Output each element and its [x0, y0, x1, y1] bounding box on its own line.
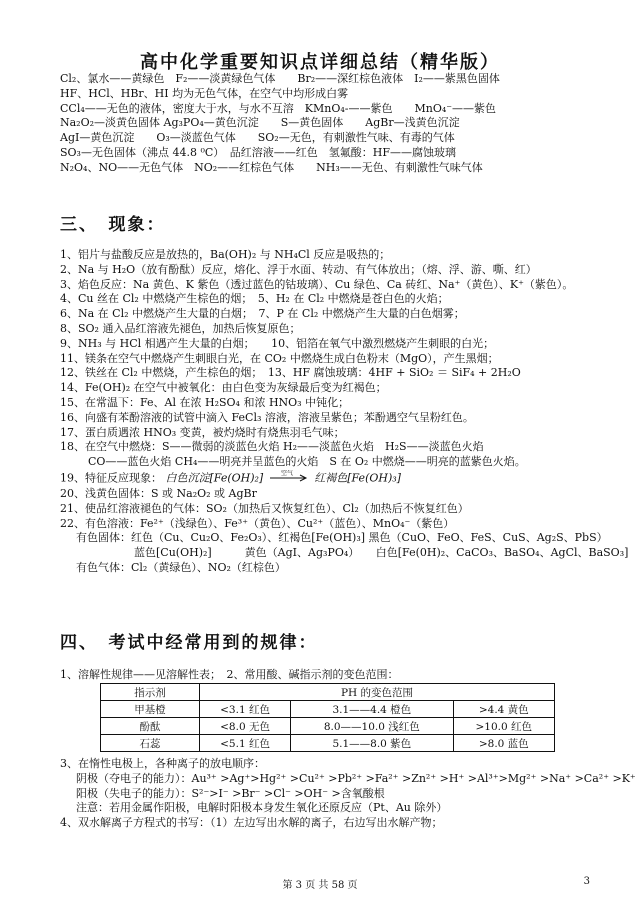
anode-order: 阳极（失电子的能力）：S²⁻>I⁻ >Br⁻ >Cl⁻ >OH⁻ >含氧酸根 [76, 786, 385, 800]
table-cell: 酚酞 [101, 718, 200, 735]
section4-heading: 四、 考试中经常用到的规律： [60, 633, 318, 653]
reaction-19-left: 白色沉淀[Fe(OH)₂] [165, 471, 264, 485]
list-item: CO——蓝色火焰 CH₄——明亮并呈蓝色的火焰 S 在 O₂ 中燃烧——明亮的蓝紫色火焰。 [88, 455, 526, 469]
colors-line: CCl₄——无色的液体，密度大于水，与水不互溶 KMnO₄-——紫色 MnO₄⁻——紫色 [60, 101, 497, 115]
list-item: 18、在空气中燃烧：S——微弱的淡蓝色火焰 H₂——淡蓝色火焰 H₂S——淡蓝色火焰 [60, 440, 484, 454]
table-cell: 甲基橙 [101, 701, 200, 718]
list-item: 1、溶解性规律——见溶解性表； 2、常用酸、碱指示剂的变色范围： [60, 668, 399, 681]
table-row [101, 735, 555, 752]
list-item: 3、在惰性电极上，各种离子的放电顺序： [60, 757, 265, 770]
colors-block [60, 72, 620, 176]
list-item: 12、铁丝在 Cl₂ 中燃烧，产生棕色的烟； 13、HF 腐蚀玻璃：4HF + SiO₂ ＝ SiF₄ + 2H₂O [60, 366, 521, 380]
table-header: 指示剂 [101, 684, 200, 701]
reaction-19-label: 19、特征反应现象： [60, 471, 162, 485]
page-number: 第 3 页 共 58 页 [282, 880, 358, 891]
ph-indicator-table [100, 683, 555, 752]
colors-line: AgI—黄色沉淀 O₃—淡蓝色气体 SO₂—无色，有刺激性气味、有毒的气体 [60, 131, 455, 145]
table-cell: >8.0 蓝色 [453, 735, 554, 752]
reaction-19 [60, 470, 620, 487]
table-header: PH 的变色范围 [200, 684, 555, 701]
list-item: 蓝色[Cu(OH)₂] 黄色（AgI、Ag₃PO₄） 白色[Fe(0H)₂、CaCO₃、BaSO₄、AgCl、BaSO₃] [134, 546, 629, 560]
list-item: 14、Fe(OH)₂ 在空气中被氧化：由白色变为灰绿最后变为红褐色； [60, 381, 387, 395]
list-item: 16、向盛有苯酚溶液的试管中滴入 FeCl₃ 溶液，溶液呈紫色；苯酚遇空气呈粉红色。 [60, 410, 474, 424]
list-item: 有色固体：红色（Cu、Cu₂O、Fe₂O₃）、红褐色[Fe(OH)₃] 黑色（CuO、FeO、FeS、CuS、Ag₂S、PbS） [76, 531, 608, 545]
table-row [101, 684, 555, 701]
section4-item1 [60, 668, 620, 683]
page-title: 高中化学重要知识点详细总结（精华版） [140, 52, 500, 73]
list-item: 2、Na 与 H₂O（放有酚酞）反应，熔化、浮于水面、转动、有气体放出；（熔、浮、游、嘶、红） [60, 262, 537, 276]
table-cell: >10.0 红色 [453, 718, 554, 735]
colors-line: Na₂O₂—淡黄色固体 Ag₃PO₄—黄色沉淀 S—黄色固体 AgBr—浅黄色沉淀 [60, 116, 460, 130]
list-item: 4、双水解离子方程式的书写：（1）左边写出水解的离子，右边写出水解产物； [60, 816, 443, 830]
list-item: 1、铝片与盐酸反应是放热的，Ba(OH)₂ 与 NH₄Cl 反应是吸热的； [60, 248, 391, 261]
list-item: 17、蛋白质遇浓 HNO₃ 变黄，被灼烧时有烧焦羽毛气味； [60, 425, 345, 439]
arrow-label: 空气 [280, 469, 293, 477]
table-row [101, 718, 555, 735]
table-cell: >4.4 黄色 [453, 701, 554, 718]
reaction-19-right: 红褐色[Fe(OH)₃] [314, 471, 401, 485]
page-number-right: 3 [583, 876, 590, 887]
list-item: 11、镁条在空气中燃烧产生刺眼白光，在 CO₂ 中燃烧生成白色粉末（MgO），产生黑烟； [60, 351, 499, 365]
list-item: 8、SO₂ 通入品红溶液先褪色，加热后恢复原色； [60, 321, 301, 335]
section3-list [60, 248, 629, 576]
table-row [101, 701, 555, 718]
table-cell: 石蕊 [101, 735, 200, 752]
list-item: 有色气体：Cl₂（黄绿色）、NO₂（红棕色） [76, 560, 286, 574]
list-item: 6、Na 在 Cl₂ 中燃烧产生大量的白烟； 7、P 在 Cl₂ 中燃烧产生大量的白色烟雾； [60, 307, 465, 321]
colors-line: HF、HCl、HBr、HI 均为无色气体，在空气中均形成白雾 [60, 86, 349, 100]
colors-line: N₂O₄、NO——无色气体 NO₂——红棕色气体 NH₃——无色、有刺激性气味气体 [60, 160, 483, 174]
section4-rules [60, 757, 636, 831]
colors-line: SO₃—无色固体（沸点 44.8 ⁰C） 品红溶液——红色 氢氟酸：HF——腐蚀玻璃 [60, 145, 456, 159]
table-cell: 8.0——10.0 浅红色 [291, 718, 453, 735]
table-cell: <8.0 无色 [200, 718, 291, 735]
table-cell: <5.1 红色 [200, 735, 291, 752]
list-item: 9、NH₃ 与 HCl 相遇产生大量的白烟； 10、铝箔在氧气中激烈燃烧产生刺眼的白光； [60, 336, 495, 350]
list-item: 15、在常温下：Fe、Al 在浓 H₂SO₄ 和浓 HNO₃ 中钝化； [60, 395, 350, 409]
table-cell: 5.1——8.0 紫色 [291, 735, 453, 752]
colors-line: Cl₂、氯水——黄绿色 F₂——淡黄绿色气体 Br₂——深红棕色液体 I₂——紫黑色固体 [60, 72, 500, 85]
list-item: 21、使品红溶液褪色的气体：SO₂（加热后又恢复红色）、Cl₂（加热后不恢复红色） [60, 501, 469, 515]
list-item: 4、Cu 丝在 Cl₂ 中燃烧产生棕色的烟； 5、H₂ 在 Cl₂ 中燃烧是苍白色的火焰； [60, 292, 449, 306]
electrolysis-note: 注意：若用金属作阳极，电解时阳极本身发生氧化还原反应（Pt、Au 除外） [76, 801, 448, 815]
reaction-arrow [269, 470, 309, 487]
cathode-order: 阴极（夺电子的能力）：Au³⁺ >Ag⁺>Hg²⁺ >Cu²⁺ >Pb²⁺ >Fa²⁺ >Zn²⁺ >H⁺ >Al³⁺>Mg²⁺ >Na⁺ >Ca²⁺ >K⁺ [76, 771, 636, 785]
section3-heading: 三、 现象： [60, 215, 166, 235]
table-cell: 3.1——4.4 橙色 [291, 701, 453, 718]
list-item: 3、焰色反应：Na 黄色、K 紫色（透过蓝色的钴玻璃）、Cu 绿色、Ca 砖红、Na⁺（黄色）、K⁺（紫色）。 [60, 277, 574, 291]
arrow-icon [269, 470, 309, 482]
list-item: 22、有色溶液：Fe²⁺（浅绿色）、Fe³⁺（黄色）、Cu²⁺（蓝色）、MnO₄⁻（紫色） [60, 516, 455, 530]
table-cell: <3.1 红色 [200, 701, 291, 718]
list-item: 20、浅黄色固体：S 或 Na₂O₂ 或 AgBr [60, 486, 257, 500]
